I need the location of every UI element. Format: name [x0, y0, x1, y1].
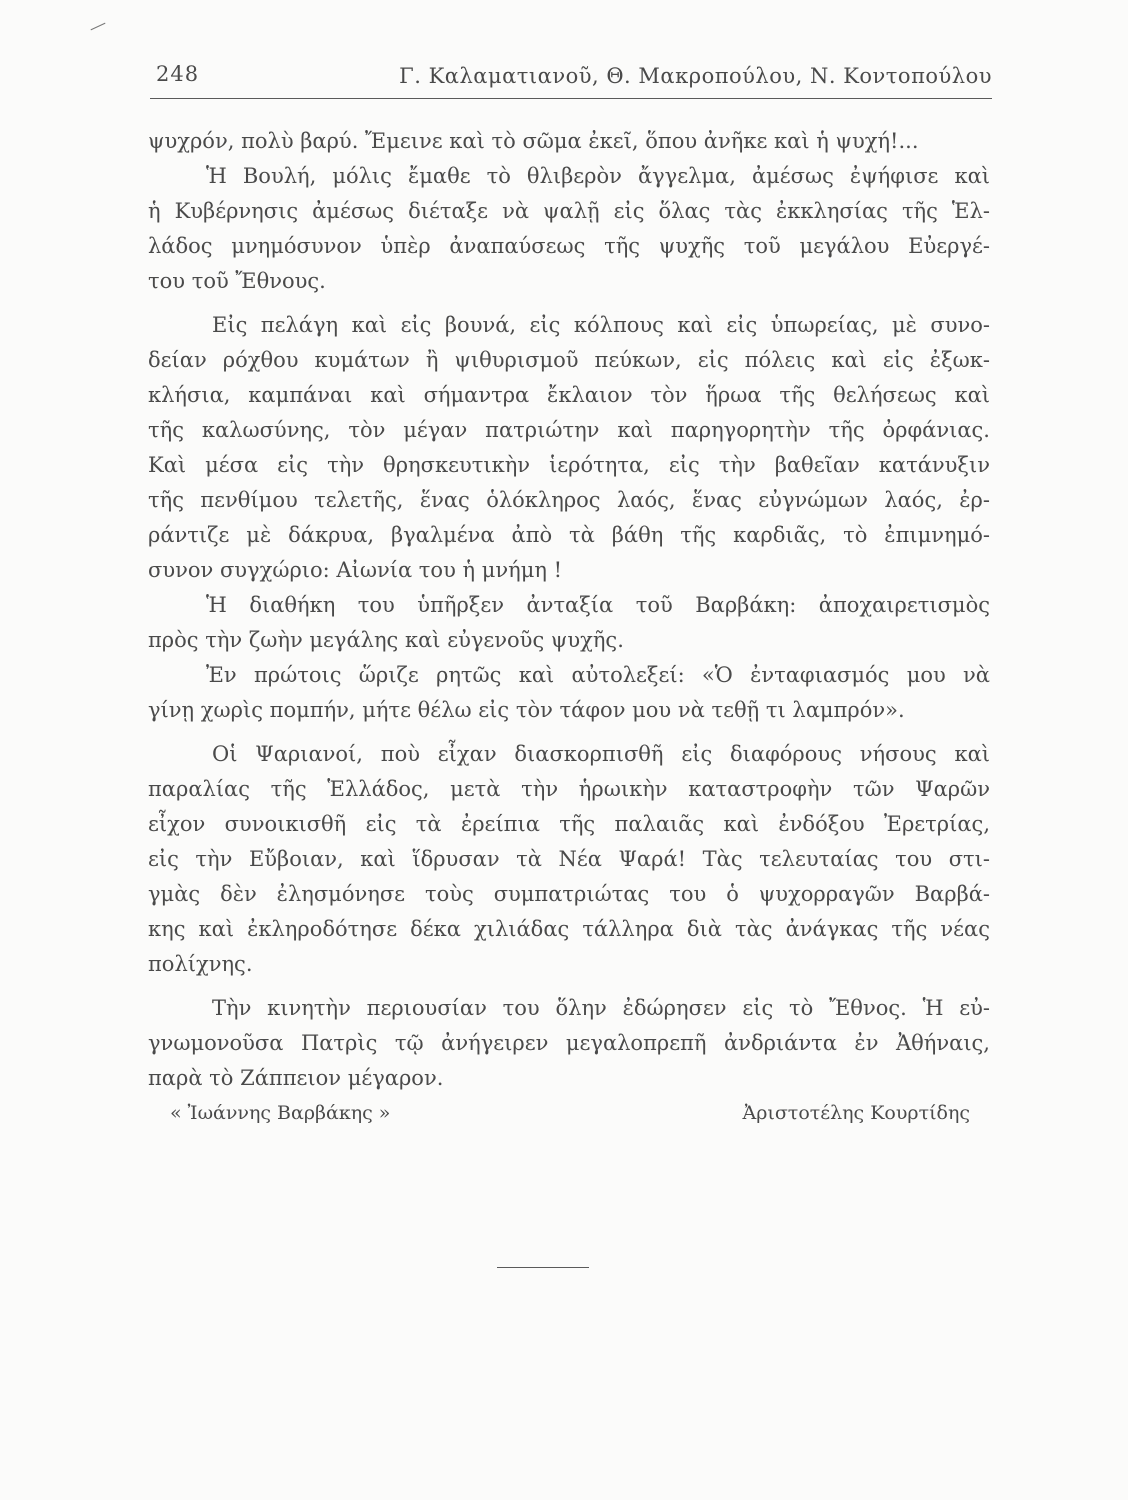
text-line: Ἡ Βουλή, μόλις ἔμαθε τὸ θλιβερὸν ἄγγελμα, ἀμέσως ἐψήφισε καὶ — [206, 164, 990, 188]
text-line: Τὴν κινητὴν περιουσίαν του ὅλην ἐδώρησεν εἰς τὸ Ἔθνος. Ἡ εὐ- — [212, 996, 990, 1020]
text-line: κλήσια, καμπάναι καὶ σήμαντρα ἔκλαιον τὸν ἥρωα τῆς θελήσεως καὶ — [148, 383, 990, 407]
page-header — [150, 62, 992, 99]
text-line: Ἡ διαθήκη του ὑπῆρξεν ἀνταξία τοῦ Βαρβάκη: ἀποχαιρετισμὸς — [206, 593, 990, 617]
text-line: γίνῃ χωρὶς πομπήν, μήτε θέλω εἰς τὸν τάφον μου νὰ τεθῇ τι λαμπρόν». — [148, 698, 905, 722]
text-line: τῆς πενθίμου τελετῆς, ἕνας ὁλόκληρος λαός, ἕνας εὐγνώμων λαός, ἐρ- — [148, 488, 990, 512]
text-line: πολίχνης. — [148, 952, 253, 976]
text-line: Οἱ Ψαριανοί, ποὺ εἶχαν διασκορπισθῆ εἰς διαφόρους νήσους καὶ — [212, 742, 990, 766]
source-title: « Ἰωάννης Βαρβάκης » — [170, 1102, 391, 1124]
text-line: λάδος μνημόσυνον ὑπὲρ ἀναπαύσεως τῆς ψυχῆς τοῦ μεγάλου Εὐεργέ- — [148, 234, 990, 258]
text-line: γνωμονοῦσα Πατρὶς τῷ ἀνήγειρεν μεγαλοπρεπῆ ἀνδριάντα ἐν Ἀθήναις, — [148, 1031, 990, 1055]
text-line: δείαν ρόχθου κυμάτων ἢ ψιθυρισμοῦ πεύκων, εἰς πόλεις καὶ εἰς ἐξωκ- — [148, 348, 990, 372]
text-line: παρὰ τὸ Ζάππειον μέγαρον. — [148, 1066, 444, 1090]
text-line: του τοῦ Ἔθνους. — [148, 269, 326, 293]
text-line: πρὸς τὴν ζωὴν μεγάλης καὶ εὐγενοῦς ψυχῆς. — [148, 628, 624, 652]
author-name: Ἀριστοτέλης Κουρτίδης — [742, 1102, 970, 1124]
text-line: γμὰς δὲν ἐλησμόνησε τοὺς συμπατριώτας του ὁ ψυχορραγῶν Βαρβά- — [148, 882, 990, 906]
end-rule — [497, 1267, 589, 1268]
stray-mark — [91, 23, 106, 31]
text-line: ἡ Κυβέρνησις ἀμέσως διέταξε νὰ ψαλῇ εἰς ὅλας τὰς ἐκκλησίας τῆς Ἑλ- — [148, 199, 990, 223]
text-line: εἰς τὴν Εὔβοιαν, καὶ ἵδρυσαν τὰ Νέα Ψαρά! Τὰς τελευταίας του στι- — [148, 847, 990, 871]
text-line: παραλίας τῆς Ἑλλάδος, μετὰ τὴν ἡρωικὴν καταστροφὴν τῶν Ψαρῶν — [148, 777, 990, 801]
text-line: Εἰς πελάγη καὶ εἰς βουνά, εἰς κόλπους καὶ εἰς ὑπωρείας, μὲ συνο- — [212, 313, 990, 337]
text-line: ψυχρόν, πολὺ βαρύ. Ἔμεινε καὶ τὸ σῶμα ἐκεῖ, ὅπου ἀνῆκε καὶ ἡ ψυχή!... — [148, 129, 919, 153]
text-line: Καὶ μέσα εἰς τὴν θρησκευτικὴν ἱερότητα, εἰς τὴν βαθεῖαν κατάνυξιν — [148, 453, 990, 477]
running-head: Γ. Καλαματιανοῦ, Θ. Μακροπούλου, Ν. Κοντοπούλου — [399, 64, 992, 88]
page-number: 248 — [156, 62, 200, 86]
text-line: ράντιζε μὲ δάκρυα, βγαλμένα ἀπὸ τὰ βάθη τῆς καρδιᾶς, τὸ ἐπιμνημό- — [148, 523, 990, 547]
body-text — [148, 124, 990, 1096]
text-line: Ἐν πρώτοις ὥριζε ρητῶς καὶ αὐτολεξεί: «Ὁ ἐνταφιασμός μου νὰ — [206, 663, 990, 687]
text-line: εἶχον συνοικισθῆ εἰς τὰ ἐρείπια τῆς παλαιᾶς καὶ ἐνδόξου Ἐρετρίας, — [148, 812, 990, 836]
signature-row — [170, 1098, 970, 1128]
text-line: τῆς καλωσύνης, τὸν μέγαν πατριώτην καὶ παρηγορητὴν τῆς ὀρφάνιας. — [148, 418, 990, 442]
text-line: κης καὶ ἐκληροδότησε δέκα χιλιάδας τάλληρα διὰ τὰς ἀνάγκας τῆς νέας — [148, 917, 990, 941]
text-line: συνον συγχώριο: Αἰωνία του ἡ μνήμη ! — [148, 558, 563, 582]
